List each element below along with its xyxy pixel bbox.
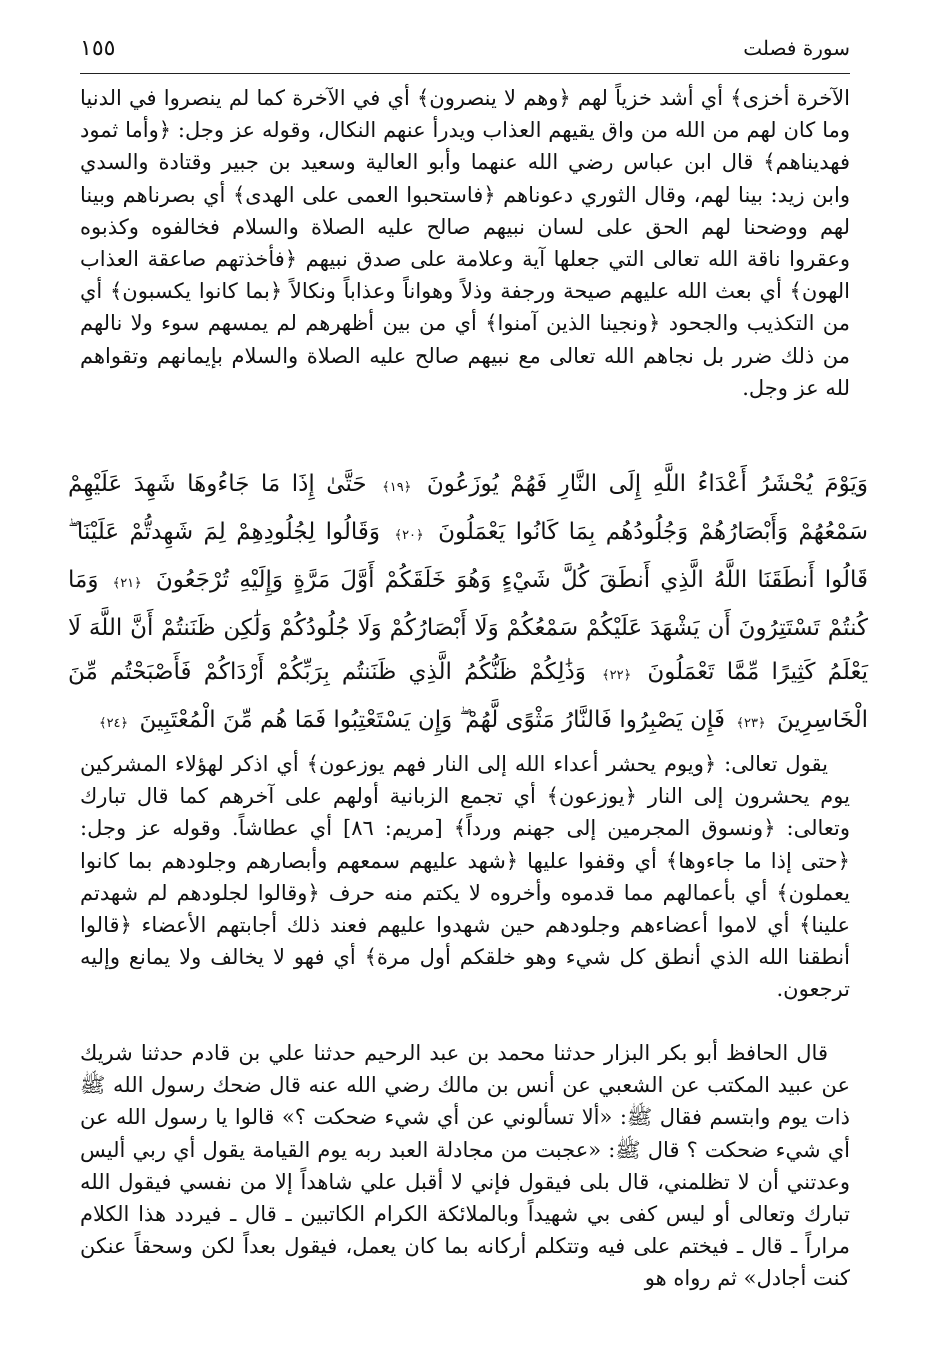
tafsir-paragraph <box>80 82 850 404</box>
tafsir-text: الآخرة أخزى﴾ أي أشد خزياً لهم ﴿وهم لا ينصرون﴾ أي في الآخرة كما لم ينصروا في الدنيا وما كان لهم من الله من واق يقيهم العذاب ويدرأ عنهم النكال، وقوله عز وجل: ﴿وأما ثمود فهديناهم﴾ قال ابن عباس رضي الله عنهما وأبو العالية وسعيد بن جبير وقتادة والسدي وابن زيد: بينا لهم، وقال الثوري دعوناهم ﴿فاستحبوا العمى على الهدى﴾ أي بصرناهم وبينا لهم ووضحنا لهم الحق على لسان نبيهم صالح عليه الصلاة والسلام فخالفوه وكذبوه وعقروا ناقة الله تعالى التي جعلها آية وعلامة على صدق نبيهم ﴿فأخذتهم صاعقة العذاب الهون﴾ أي بعث الله عليهم صيحة ورجفة وذلاً وهواناً وعذاباً ونكالاً ﴿بما كانوا يكسبون﴾ أي من التكذيب والجحود ﴿ونجينا الذين آمنوا﴾ أي من بين أظهرهم لم يمسهم سوء ولا نالهم من ذلك ضرر بل نجاهم الله تعالى مع نبيهم صالح عليه الصلاة والسلام بإيمانهم وتقواهم لله عز وجل. <box>80 86 850 400</box>
verse-number-marker: ﴿٢٠﴾ <box>394 528 424 543</box>
header-divider <box>80 73 850 74</box>
quran-verses-block <box>68 462 868 746</box>
quran-verse: حَتَّىٰ إِذَا مَا جَاءُوهَا شَهِدَ عَلَيْهِمْ سَمْعُهُمْ وَأَبْصَارُهُمْ وَجُلُودُهُم بِمَا كَانُوا يَعْمَلُونَ <box>68 471 869 545</box>
quran-verse: وَقَالُوا لِجُلُودِهِمْ لِمَ شَهِدتُّمْ عَلَيْنَا ۖ قَالُوا أَنطَقَنَا اللَّهُ الَّذِي أَنطَقَ كُلَّ شَيْءٍ وَهُوَ خَلَقَكُمْ أَوَّلَ مَرَّةٍ وَإِلَيْهِ تُرْجَعُونَ <box>68 519 868 593</box>
verse-number-marker: ﴿٢٢﴾ <box>602 668 632 683</box>
hadith-paragraph <box>80 1037 850 1295</box>
verse-number-marker: ﴿٢٣﴾ <box>736 716 766 731</box>
tafsir-paragraph <box>80 748 850 1006</box>
page-number: ١٥٥ <box>80 36 116 61</box>
tafsir-text: يقول تعالى: ﴿ويوم يحشر أعداء الله إلى النار فهم يوزعون﴾ أي اذكر لهؤلاء المشركين يوم يحشرون إلى النار ﴿يوزعون﴾ أي تجمع الزبانية أولهم على آخرهم كما قال تبارك وتعالى: ﴿ونسوق المجرمين إلى جهنم ورداً﴾ [مريم: ٨٦] أي عطاشاً. وقوله عز وجل: ﴿حتى إذا ما جاءوها﴾ أي وقفوا عليها ﴿شهد عليهم سمعهم وأبصارهم وجلودهم بما كانوا يعملون﴾ أي بأعمالهم مما قدموه وأخروه لا يكتم منه حرف ﴿وقالوا لجلودهم لم شهدتم علينا﴾ أي لاموا أعضاءهم وجلودهم حين شهدوا عليهم فعند ذلك أجابتهم الأعضاء ﴿قالوا أنطقنا الله الذي أنطق كل شيء وهو خلقكم أول مرة﴾ أي فهو لا يخالف ولا يمانع وإليه ترجعون. <box>80 752 850 1002</box>
hadith-text: قال الحافظ أبو بكر البزار حدثنا محمد بن عبد الرحيم حدثنا علي بن قادم حدثنا شريك عن عبيد المكتب عن الشعبي عن أنس بن مالك رضي الله عنه قال ضحك رسول الله ﷺ ذات يوم وابتسم فقال ﷺ: «ألا تسألوني عن أي شيء ضحكت ؟» قالوا يا رسول الله عن أي شيء ضحكت ؟ قال ﷺ: «عجبت من مجادلة العبد ربه يوم القيامة يقول أي ربي أليس وعدتني أن لا تظلمني، قال بلى فيقول فإني لا أقبل علي شاهداً إلا من نفسي فيقول الله تبارك وتعالى أو ليس كفى بي شهيداً وبالملائكة الكرام الكاتبين ـ قال ـ فيردد هذا الكلام مراراً ـ قال ـ فيختم على فيه وتتكلم أركانه بما كان يعمل، فيقول بعداً لكن وسحقاً عنكن كنت أجادل» ثم رواه هو <box>80 1041 850 1291</box>
verse-number-marker: ﴿١٩﴾ <box>382 480 412 495</box>
quran-verse: فَإِن يَصْبِرُوا فَالنَّارُ مَثْوًى لَّهُمْ ۖ وَإِن يَسْتَعْتِبُوا فَمَا هُم مِّنَ الْمُعْتَبِينَ <box>139 707 726 733</box>
verse-number-marker: ﴿٢٤﴾ <box>98 716 129 731</box>
quran-verse: وَمَا كُنتُمْ تَسْتَتِرُونَ أَن يَشْهَدَ عَلَيْكُمْ سَمْعُكُمْ وَلَا أَبْصَارُكُمْ وَلَا جُلُودُكُمْ وَلَٰكِن ظَنَنتُمْ أَنَّ اللَّهَ لَا يَعْلَمُ كَثِيرًا مِّمَّا تَعْمَلُونَ <box>68 567 868 685</box>
page-header <box>80 30 850 74</box>
quran-verse: وَذَٰلِكُمْ ظَنُّكُمُ الَّذِي ظَنَنتُم بِرَبِّكُمْ أَرْدَاكُمْ فَأَصْبَحْتُم مِّنَ الْخَاسِرِينَ <box>68 659 868 733</box>
surah-title: سورة فصلت <box>743 36 850 60</box>
quran-verse: وَيَوْمَ يُحْشَرُ أَعْدَاءُ اللَّهِ إِلَى النَّارِ فَهُمْ يُوزَعُونَ <box>426 471 869 497</box>
verse-number-marker: ﴿٢١﴾ <box>112 576 142 591</box>
